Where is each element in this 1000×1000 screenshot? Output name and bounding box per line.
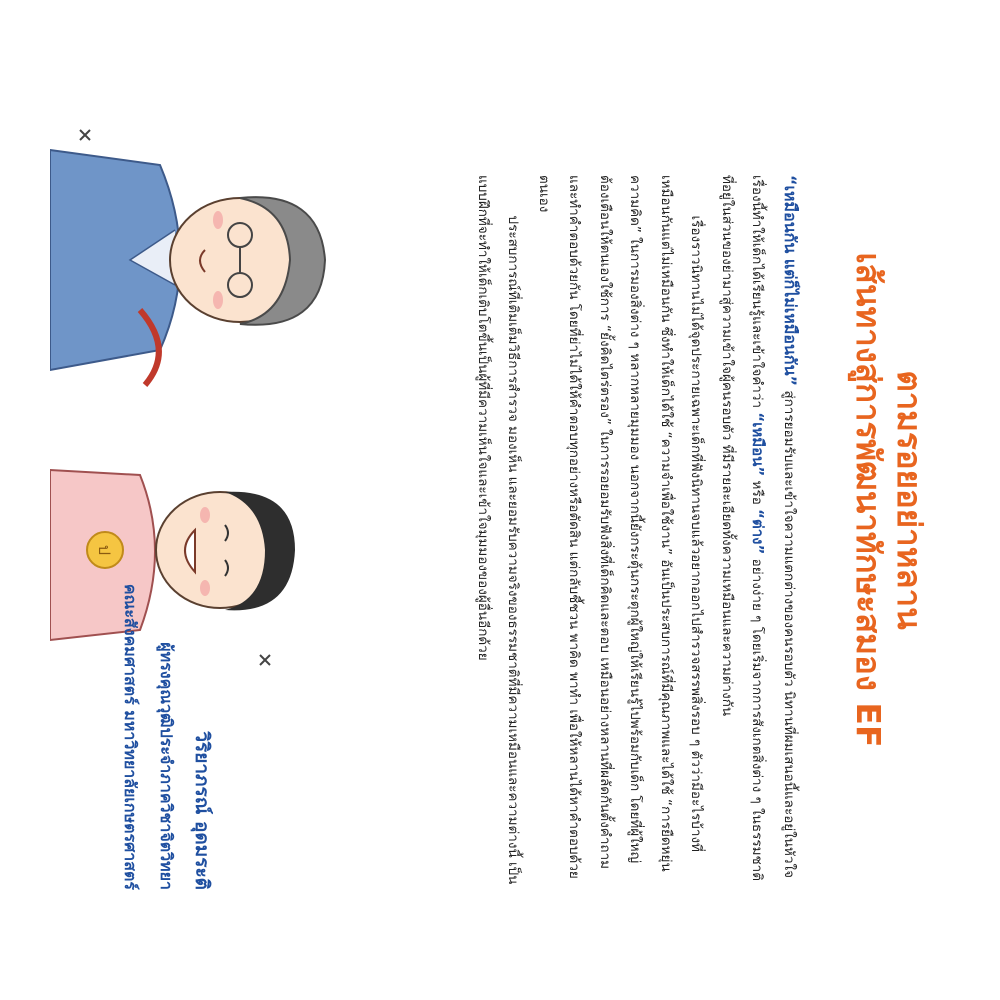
paragraph-2: เรื่องราวนิทานไม่ได้จุดประกายเฉพาะเด็กที่ฟังนิทานจบแล้วอยากออกไปสำรวจสรรพสิ่งรอบ ๆ ตัวว่ามีอะไรบ้างที่เหมือนกันแต่ไม่เหมือนกัน ซึ่งทำให้เด็กได้ใช้ “ความจำเพื่อใช้งาน” อันเป็นประสบการณ์ที่มีคุณภาพและได้ใช้ “การยืดหยุ่นความคิด” ในการมองสิ่งต่าง ๆ หลากหลายมุมมอง นอกจากนี้ยังกระตุ้นกระตุกผู้ใหญ่ให้เรียนรู้ไปพร้อมกับเด็ก โดยที่ผู้ใหญ่ต้องเตือนให้ตนเองใช้การ “ยั้งคิดไตร่ตรอง” ในการรอยอมรับฟังสิ่งที่เด็กคิดและตอบ เหมือนอย่างหลานที่ผลัดกันตั้งคำถามและทำคำตอบด้วยกัน โดยที่ย่าไม่ได้ให้คำตอบทุกอย่างหรือตัดสิน แต่กลับชี้ชวน พาคิด พาทำ เพื่อให้หลานได้หาคำตอบด้วยตนเอง: [536, 175, 705, 879]
author-block: [112, 250, 220, 890]
keyword-different: “ต่าง”: [749, 509, 768, 555]
title-line-1: ตามรอยอย่าหลาน: [890, 370, 929, 630]
paragraph-3: ประสบการณ์ที่เติมเต็มวิธีการสำรวจ มองเห็น และยอมรับความจริงของธรรมชาติที่มีความเหมือนและความต่างนี้ เป็นแบบฝึกที่จะทำให้เด็กเติบโตขึ้นเป็นผู้ที่มีความเห็นใจและเข้าใจมุมมองของผู้อื่นอีกด้วย: [475, 175, 522, 885]
author-organization: คณะสังคมศาสตร์ มหาวิทยาลัยเกษตรศาสตร์: [121, 583, 140, 890]
author-role: ผู้ทรงคุณวุฒิประจำภาควิชาจิตวิทยา: [157, 642, 176, 890]
title-line-2: เส้นทางสู่การพัฒนาทักษะสมอง EF: [848, 252, 888, 748]
svg-text:ป: ป: [95, 544, 114, 556]
paragraph-1: [712, 175, 806, 885]
author-name: วิริยาภรณ์ อุดมระติ: [191, 731, 213, 890]
article-title: [848, 90, 931, 910]
paragraph-1-text: สู่การยอมรับและเข้าใจความแตกต่างของคนรอบตัว นิทานที่ผมเสนอนี้และอยู่ในหัวใจเรื่องนี้ทำให้เด็กได้เรียนรู้และเข้าใจคำว่า: [749, 175, 797, 879]
grandma-grandchild-illustration: [50, 110, 390, 690]
lead-quote: “เหมือนกัน แต่ก็ไม่เหมือนกัน”: [781, 175, 800, 387]
keyword-same: “เหมือน”: [749, 412, 768, 477]
paragraph-1-text-2: อย่างง่าย ๆ โดยเริ่มจากการสังเกตสิ่งต่าง ๆ ในธรรมชาติที่อยู่ในส่วนของย่ามาสู่ความเข้าใจผู้คนรอบตัว ที่มีรายละเอียดทั้งความเหมือนและความต่างกัน: [719, 175, 766, 882]
article-body: [468, 175, 806, 885]
paragraph-1-or: หรือ: [749, 476, 766, 510]
